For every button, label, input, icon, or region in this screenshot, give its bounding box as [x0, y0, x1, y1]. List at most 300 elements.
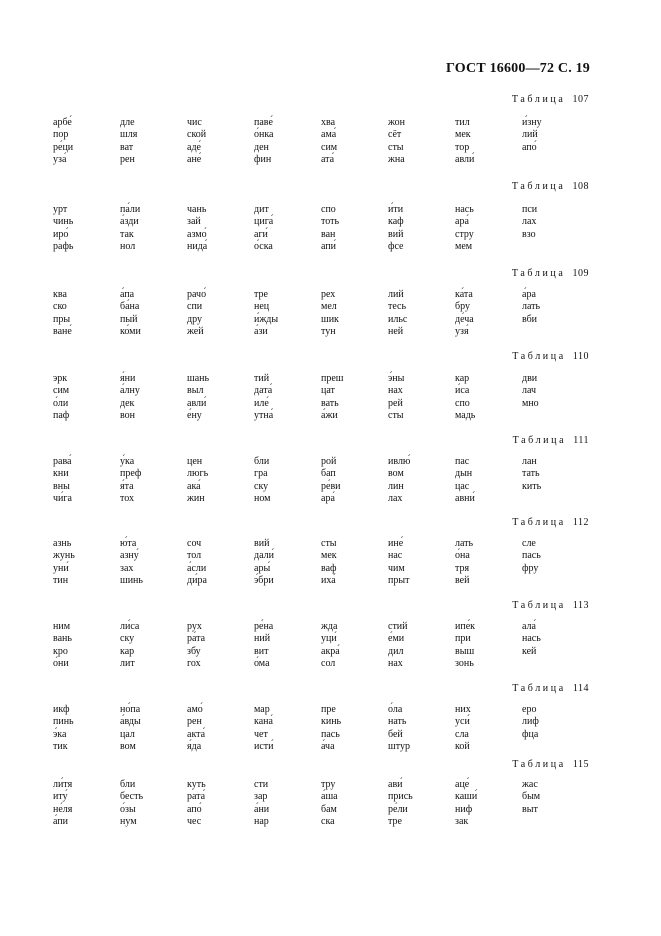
syllable-cell: акра́ [321, 645, 340, 657]
syllable-cell: но́па [120, 704, 141, 715]
syllable-cell: о́на [455, 550, 470, 562]
syllable-cell: кана́ [254, 716, 273, 728]
syllable-cell: кар [455, 373, 470, 384]
syllable-cell: тре [254, 289, 268, 300]
syllable-cell: кей [522, 645, 537, 657]
syllable-cell: уни́ [53, 562, 69, 574]
syllable-cell: о́зы [120, 803, 136, 815]
table-row [0, 804, 661, 816]
syllable-cell: пор [53, 129, 69, 141]
syllable-cell: зах [120, 562, 134, 574]
syllable-cell: пас [455, 456, 470, 467]
syllable-table [0, 456, 661, 505]
table-caption-label: Таблица [512, 435, 567, 446]
syllable-cell: преф [120, 468, 142, 480]
syllable-cell: чи́га [53, 492, 72, 504]
syllable-cell: тря [455, 562, 470, 574]
table-number: 111 [573, 435, 589, 446]
syllable-cell: паве́ [254, 117, 273, 128]
syllable-table [0, 779, 661, 828]
syllable-cell: о́нка [254, 129, 274, 141]
syllable-cell: авли́ [455, 153, 475, 165]
syllable-cell: бам [321, 803, 337, 815]
syllable-cell: жон [388, 117, 406, 128]
syllable-cell: ли́са [120, 621, 140, 632]
table-caption-label: Таблица [511, 268, 566, 279]
table-row [0, 563, 661, 575]
syllable-table [0, 538, 661, 587]
table-row [0, 621, 661, 633]
table-row [0, 142, 661, 154]
syllable-cell: па́ли [120, 204, 141, 215]
table-caption [512, 759, 589, 770]
syllable-cell: нол [120, 240, 136, 252]
syllable-cell: вит [254, 645, 269, 657]
syllable-cell: жунь [53, 550, 75, 562]
syllable-cell: вом [388, 468, 404, 480]
syllable-cell: дру [187, 313, 202, 325]
syllable-cell: вий [254, 538, 270, 549]
syllable-cell: ра́та [187, 633, 206, 645]
syllable-cell: е́ну [187, 409, 202, 421]
syllable-cell: бап [321, 468, 336, 480]
syllable-cell: чань [187, 204, 207, 215]
syllable-cell: стру [455, 228, 474, 240]
syllable-cell: а́вды [120, 716, 141, 728]
syllable-cell: при [455, 633, 471, 645]
syllable-cell: уси́ [455, 716, 470, 728]
syllable-cell: сёт [388, 129, 402, 141]
syllable-cell: чет [254, 728, 268, 740]
syllable-cell: ане́ [187, 153, 202, 165]
syllable-cell: жна [388, 153, 405, 165]
table-row [0, 646, 661, 658]
syllable-cell: выш [455, 645, 475, 657]
syllable-cell: я́ни [120, 373, 136, 384]
syllable-cell: а́па [120, 289, 135, 300]
syllable-cell: а́зи [254, 325, 268, 337]
syllable-cell: ска [321, 815, 335, 827]
syllable-cell: сты [388, 409, 404, 421]
syllable-cell: ама́ [321, 129, 337, 141]
syllable-cell: урт [53, 204, 68, 215]
syllable-cell: сол [321, 657, 336, 669]
syllable-cell: бым [522, 791, 541, 803]
syllable-table [0, 704, 661, 753]
table-row [0, 816, 661, 828]
syllable-cell: я́та [120, 480, 134, 492]
syllable-cell: э́ны [388, 373, 405, 384]
syllable-cell: о́ма [254, 657, 270, 669]
syllable-cell: аде́ [187, 141, 201, 153]
syllable-cell: ква [53, 289, 67, 300]
table-caption [512, 94, 589, 105]
syllable-cell: вей [455, 574, 470, 586]
syllable-cell: так [120, 228, 134, 240]
table-number: 114 [572, 683, 589, 694]
table-caption-label: Таблица [512, 517, 566, 528]
syllable-cell: ван [321, 228, 336, 240]
syllable-cell: зар [254, 791, 268, 803]
syllable-cell: а́пи [53, 815, 69, 827]
syllable-cell: пинь [53, 716, 74, 728]
syllable-cell: ака́ [187, 480, 201, 492]
table-row [0, 154, 661, 166]
syllable-cell: сти [254, 779, 269, 790]
syllable-cell: лин [388, 480, 404, 492]
table-caption-label: Таблица [512, 351, 566, 362]
syllable-cell: я́да [187, 740, 202, 752]
syllable-cell: авни́ [455, 492, 475, 504]
syllable-cell: дали́ [254, 550, 274, 562]
syllable-cell: лий [522, 129, 538, 141]
syllable-cell: дын [455, 468, 473, 480]
syllable-cell: тин [53, 574, 69, 586]
syllable-cell: гра [254, 468, 268, 480]
syllable-cell: ре́ли [388, 803, 408, 815]
syllable-cell: пась [321, 728, 340, 740]
syllable-cell: вны [53, 480, 70, 492]
syllable-cell: кить [522, 480, 542, 492]
syllable-cell: сле [522, 538, 536, 549]
page-header: ГОСТ 16600—72 С. 19 [446, 61, 590, 76]
syllable-cell: а́ра [522, 289, 536, 300]
syllable-cell: ивлю́ [388, 456, 411, 467]
syllable-cell: рата́ [187, 791, 206, 803]
syllable-cell: де́ча [455, 313, 474, 325]
syllable-cell: лать [522, 301, 541, 313]
table-caption [512, 517, 589, 528]
table-caption-label: Таблица [511, 181, 566, 192]
syllable-cell: ко́ми [120, 325, 141, 337]
syllable-cell: сим [321, 141, 338, 153]
syllable-cell: апи́ [321, 240, 337, 252]
syllable-cell: рачо́ [187, 289, 207, 300]
syllable-cell: у́ка [120, 456, 135, 467]
syllable-cell: арбе́ [53, 117, 72, 128]
table-caption-label: Таблица [511, 94, 566, 105]
syllable-cell: ди́ра [187, 574, 207, 586]
syllable-cell: ара́ [321, 492, 335, 504]
table-row [0, 204, 661, 216]
syllable-cell: ном [254, 492, 271, 504]
syllable-cell: пре [321, 704, 336, 715]
syllable-cell: зай [187, 216, 201, 228]
syllable-cell: аце́ [455, 779, 470, 790]
syllable-cell: рава́ [53, 456, 72, 467]
syllable-cell: ску [120, 633, 135, 645]
syllable-cell: а́лну [120, 385, 140, 397]
table-row [0, 791, 661, 803]
syllable-cell: о́ли [53, 397, 69, 409]
syllable-cell: нас [388, 550, 403, 562]
syllable-cell: мем [455, 240, 473, 252]
syllable-cell: хва [321, 117, 336, 128]
syllable-cell: шань [187, 373, 210, 384]
table-number: 107 [572, 94, 589, 105]
table-row [0, 468, 661, 480]
table-caption-label: Таблица [512, 683, 566, 694]
syllable-cell: и́ти [388, 204, 404, 215]
syllable-cell: рех [321, 289, 336, 300]
syllable-cell: чинь [53, 216, 74, 228]
table-caption [512, 181, 589, 192]
syllable-cell: э́ка [53, 728, 67, 740]
syllable-cell: фру [522, 562, 539, 574]
syllable-cell: штур [388, 740, 410, 752]
syllable-cell: жин [187, 492, 205, 504]
syllable-cell: иту́ [53, 791, 68, 803]
syllable-cell: вий [388, 228, 404, 240]
syllable-cell: ка́та [455, 289, 473, 300]
syllable-cell: ильс [388, 313, 408, 325]
table-row [0, 385, 661, 397]
table-row [0, 538, 661, 550]
syllable-cell: апо́ [187, 803, 202, 815]
syllable-cell: иле́ [254, 397, 269, 409]
syllable-cell: нум [120, 815, 137, 827]
syllable-cell: икф [53, 704, 70, 715]
syllable-cell: а́ни [254, 803, 270, 815]
syllable-cell: нах [388, 657, 403, 669]
table-row [0, 373, 661, 385]
syllable-cell: ави́ [388, 779, 403, 790]
syllable-cell: збу [187, 645, 201, 657]
syllable-cell: лиф [522, 716, 539, 728]
syllable-cell: нар [254, 815, 269, 827]
syllable-cell: ват [120, 141, 134, 153]
table-row [0, 410, 661, 422]
syllable-cell: спо [321, 204, 336, 215]
table-row [0, 241, 661, 253]
syllable-cell: рей [388, 397, 403, 409]
syllable-cell: тий [254, 373, 270, 384]
syllable-cell: бли [254, 456, 270, 467]
syllable-cell: цас [455, 480, 470, 492]
table-caption-label: Таблица [512, 600, 566, 611]
syllable-cell: фин [254, 153, 272, 165]
syllable-cell: ре́на [254, 621, 274, 632]
syllable-cell: нать [388, 716, 407, 728]
syllable-cell: бли [120, 779, 136, 790]
syllable-cell: дле [120, 117, 135, 128]
syllable-cell: рен [187, 716, 202, 728]
syllable-cell: вань [53, 633, 72, 645]
syllable-cell: жей [187, 325, 204, 337]
table-row [0, 301, 661, 313]
syllable-cell: рой [321, 456, 337, 467]
syllable-cell: о́ни [53, 657, 69, 669]
table-row [0, 704, 661, 716]
syllable-cell: иро́ [53, 228, 69, 240]
syllable-cell: не́ля [53, 803, 73, 815]
syllable-cell: спо [455, 397, 470, 409]
table-number: 113 [572, 600, 589, 611]
syllable-cell: чис [187, 117, 202, 128]
syllable-cell: лит [120, 657, 135, 669]
syllable-cell: узя́ [455, 325, 469, 337]
syllable-cell: прись [388, 791, 413, 803]
syllable-cell: спи [187, 301, 203, 313]
syllable-cell: цал [120, 728, 135, 740]
syllable-cell: тун [321, 325, 336, 337]
syllable-cell: ской [187, 129, 207, 141]
syllable-cell: ний [254, 633, 271, 645]
syllable-cell: еро [522, 704, 537, 715]
syllable-cell: паф [53, 409, 70, 421]
syllable-cell: тол [187, 550, 202, 562]
syllable-cell: дек [120, 397, 135, 409]
syllable-cell: чес [187, 815, 202, 827]
syllable-table [0, 204, 661, 253]
table-row [0, 229, 661, 241]
syllable-cell: ара́ [455, 216, 469, 228]
syllable-cell: фсе [388, 240, 404, 252]
syllable-cell: ата́ [321, 153, 335, 165]
syllable-cell: пры [53, 313, 71, 325]
syllable-cell: взо [522, 228, 536, 240]
syllable-cell: тил [455, 117, 470, 128]
syllable-cell: уци́ [321, 633, 337, 645]
table-row [0, 658, 661, 670]
syllable-cell: нида́ [187, 240, 208, 252]
syllable-cell: и́зну [522, 117, 542, 128]
syllable-cell: прыт [388, 574, 410, 586]
syllable-cell: ден [254, 141, 269, 153]
syllable-cell: тор [455, 141, 470, 153]
syllable-cell: лач [522, 385, 537, 397]
syllable-cell: лах [388, 492, 403, 504]
table-row [0, 216, 661, 228]
syllable-cell: мел [321, 301, 337, 313]
syllable-cell: а́зди [120, 216, 139, 228]
syllable-cell: ары́ [254, 562, 271, 574]
table-row [0, 481, 661, 493]
table-row [0, 289, 661, 301]
syllable-cell: дит [254, 204, 269, 215]
table-row [0, 575, 661, 587]
syllable-table [0, 621, 661, 670]
syllable-cell: о́ла [388, 704, 403, 715]
table-number: 109 [572, 268, 589, 279]
syllable-cell: жда [321, 621, 338, 632]
syllable-cell: цига́ [254, 216, 274, 228]
syllable-cell: выт [522, 803, 538, 815]
table-row [0, 326, 661, 338]
syllable-cell: лах [522, 216, 537, 228]
syllable-cell: ала́ [522, 621, 536, 632]
syllable-cell: вать [321, 397, 339, 409]
syllable-cell: цат [321, 385, 335, 397]
syllable-table [0, 117, 661, 166]
syllable-cell: сты [388, 141, 404, 153]
table-number: 112 [572, 517, 589, 528]
syllable-cell: акта́ [187, 728, 206, 740]
syllable-cell: эрк [53, 373, 68, 384]
syllable-cell: ипе́к [455, 621, 475, 632]
table-number: 115 [572, 759, 589, 770]
syllable-cell: сты [321, 538, 337, 549]
syllable-cell: фца [522, 728, 539, 740]
syllable-cell: куть [187, 779, 206, 790]
syllable-cell: каши́ [455, 791, 478, 803]
syllable-cell: азнь [53, 538, 72, 549]
syllable-cell: а́жи [321, 409, 338, 421]
syllable-cell: рафь [53, 240, 74, 252]
syllable-cell: нась [522, 633, 541, 645]
syllable-cell: дата́ [254, 385, 273, 397]
syllable-cell: преш [321, 373, 344, 384]
syllable-cell: цен [187, 456, 203, 467]
syllable-cell: дил [388, 645, 404, 657]
syllable-cell: и́жды [254, 313, 279, 325]
syllable-cell: пый [120, 313, 138, 325]
syllable-cell: кинь [321, 716, 342, 728]
syllable-cell: ним [53, 621, 71, 632]
syllable-cell: рен [120, 153, 135, 165]
syllable-cell: кни [53, 468, 69, 480]
syllable-cell: гох [187, 657, 201, 669]
syllable-cell: пась [522, 550, 541, 562]
syllable-cell: э́бри [254, 574, 274, 586]
table-row [0, 729, 661, 741]
syllable-cell: азну́ [120, 550, 139, 562]
syllable-cell: амо́ [187, 704, 203, 715]
table-caption [512, 683, 589, 694]
table-caption [512, 600, 589, 611]
syllable-cell: мек [321, 550, 337, 562]
syllable-cell: лий [388, 289, 404, 300]
table-row [0, 314, 661, 326]
syllable-cell: нец [254, 301, 270, 313]
syllable-cell: кар [120, 645, 135, 657]
syllable-cell: ба́на [120, 301, 140, 313]
table-row [0, 398, 661, 410]
syllable-cell: о́ска [254, 240, 273, 252]
syllable-cell: ско [53, 301, 67, 313]
syllable-cell: зонь [455, 657, 474, 669]
syllable-cell: кой [455, 740, 470, 752]
table-row [0, 117, 661, 129]
syllable-cell: рух [187, 621, 202, 632]
syllable-cell: тре [388, 815, 402, 827]
syllable-cell: ване́ [53, 325, 72, 337]
syllable-cell: мно [522, 397, 539, 409]
table-row [0, 129, 661, 141]
syllable-cell: тру [321, 779, 336, 790]
table-row [0, 493, 661, 505]
syllable-table [0, 373, 661, 422]
syllable-cell: ваф [321, 562, 337, 574]
syllable-cell: ре́ци [53, 141, 74, 153]
table-row [0, 741, 661, 753]
syllable-cell: сла [455, 728, 469, 740]
syllable-cell: тоть [321, 216, 340, 228]
syllable-cell: шинь [120, 574, 143, 586]
syllable-cell: апо́ [522, 141, 537, 153]
syllable-cell: шик [321, 313, 339, 325]
syllable-cell: исти́ [254, 740, 274, 752]
syllable-cell: утна́ [254, 409, 274, 421]
syllable-cell: иха́ [321, 574, 336, 586]
syllable-cell: азмо́ [187, 228, 207, 240]
table-row [0, 633, 661, 645]
syllable-cell: тесь [388, 301, 407, 313]
syllable-cell: чим [388, 562, 405, 574]
table-caption [513, 435, 589, 446]
syllable-cell: выл [187, 385, 204, 397]
syllable-cell: уза́ [53, 153, 67, 165]
